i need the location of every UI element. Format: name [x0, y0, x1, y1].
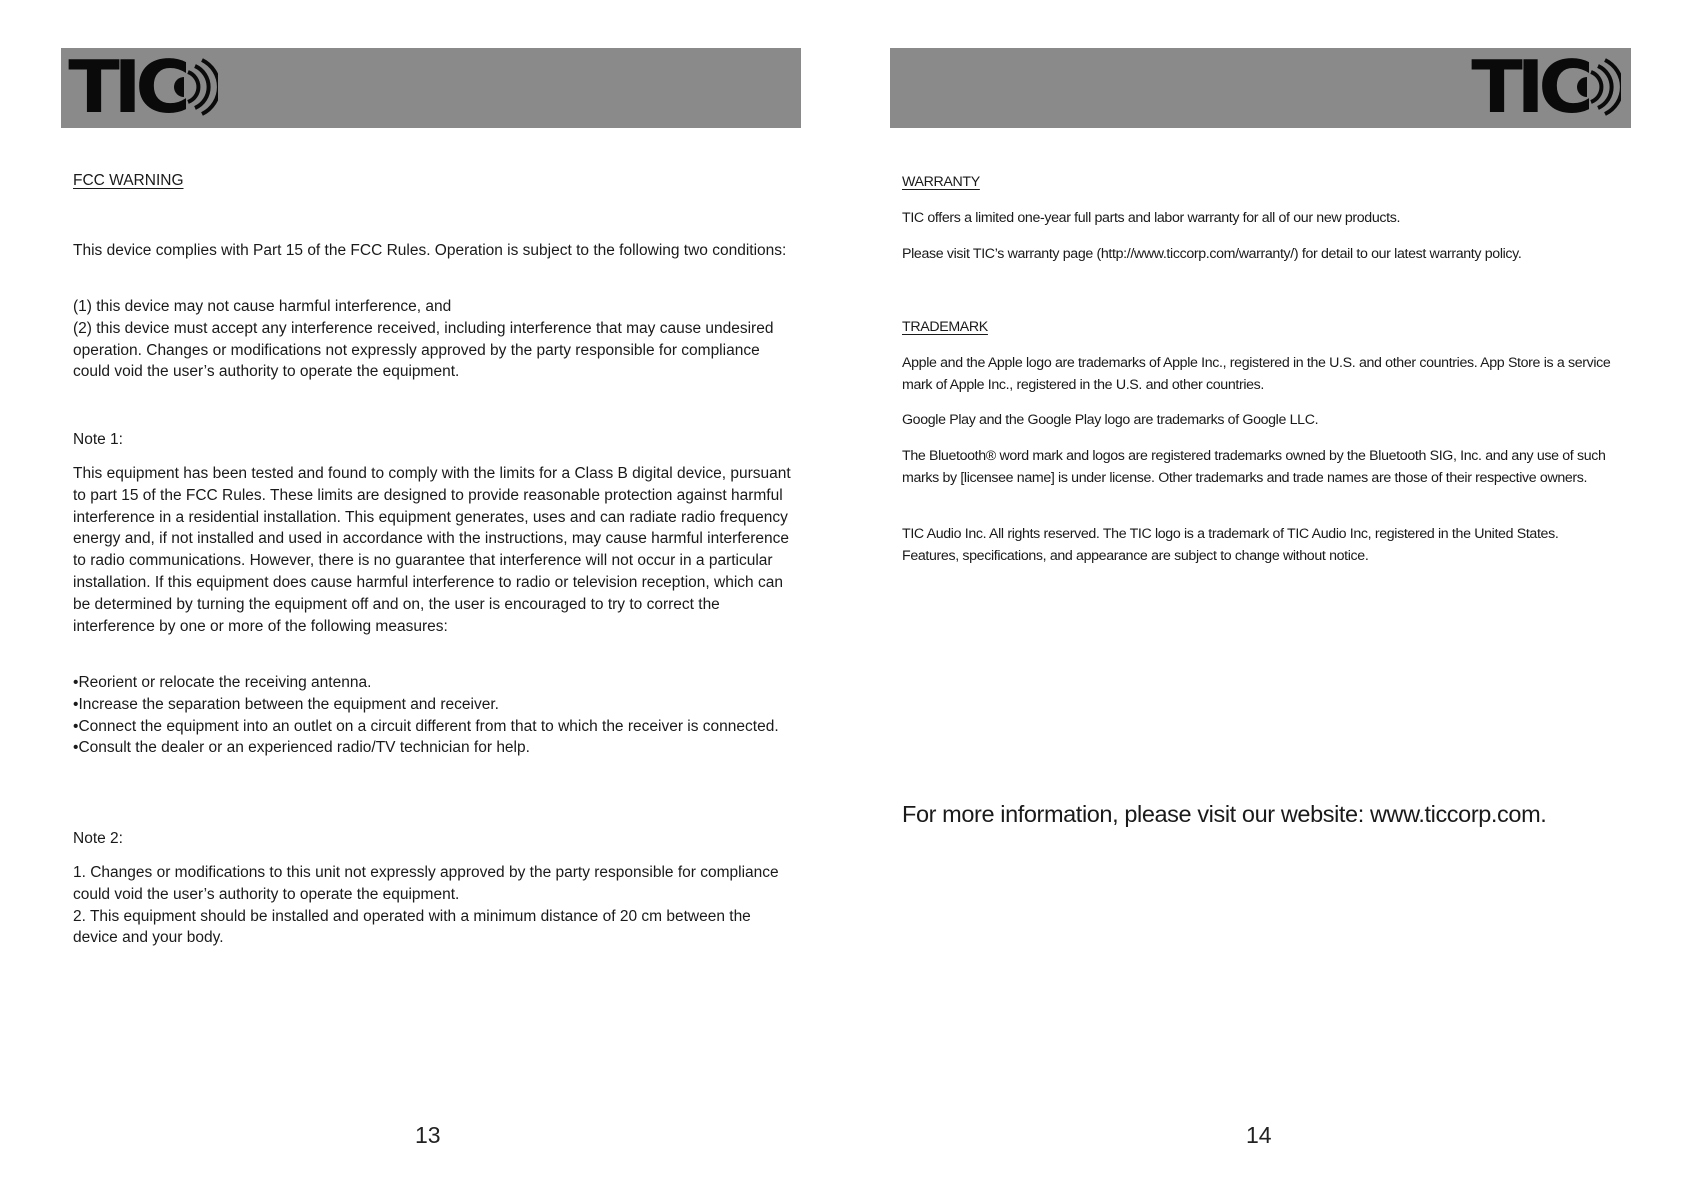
trademark-bluetooth: The Bluetooth® word mark and logos are registered trademarks owned by the Bluetooth SIG, Inc. and any use of such marks by [licensee name] is under license. Other trademarks and trade names are those of their respective owners.	[902, 448, 1606, 486]
trademark-apple: Apple and the Apple logo are trademarks of Apple Inc., registered in the U.S. and other countries. App Store is a service mark of Apple Inc., registered in the U.S. and other countries.	[902, 355, 1611, 393]
fcc-intro: This device complies with Part 15 of the FCC Rules. Operation is subject to the following two conditions:	[73, 242, 787, 259]
tic-logo	[1471, 45, 1621, 129]
logo-text: TIC	[1471, 45, 1588, 129]
warranty-policy-text: Please visit TIC’s warranty page (http://www.ticcorp.com/warranty/) for detail to our latest warranty policy.	[902, 246, 1522, 262]
logo-text: TIC	[68, 45, 185, 129]
header-bar	[61, 45, 801, 129]
page-14	[842, 0, 1684, 1190]
page-number: 13	[415, 1122, 441, 1148]
trademark-tic: TIC Audio Inc. All rights reserved. The TIC logo is a trademark of TIC Audio Inc, registered in the United States. Features, specifications, and appearance are subject to change without notice.	[902, 526, 1559, 564]
note2-item: 1. Changes or modifications to this unit not expressly approved by the party responsible for compliance could void the user’s authority to operate the equipment.	[73, 864, 779, 903]
warranty-heading: WARRANTY	[902, 174, 980, 190]
header-bar	[890, 45, 1631, 129]
list-item: • Reorient or relocate the receiving antenna.	[73, 672, 798, 694]
page-number: 14	[1246, 1122, 1272, 1148]
list-item: • Connect the equipment into an outlet on a circuit different from that to which the receiver is connected.	[73, 716, 798, 738]
note1-heading: Note 1:	[73, 431, 123, 448]
note2-heading: Note 2:	[73, 830, 123, 847]
warranty-text: TIC offers a limited one-year full parts and labor warranty for all of our new products.	[902, 210, 1401, 226]
more-info-text: For more information, please visit our website: www.ticcorp.com.	[902, 801, 1547, 827]
list-item: • Consult the dealer or an experienced radio/TV technician for help.	[73, 737, 798, 759]
measures-list	[73, 672, 798, 759]
condition-item: (2) this device must accept any interference received, including interference that may cause undesired operation. Changes or modifications not expressly approved by the party responsible for compliance could void the user’s authority to operate the equipment.	[73, 319, 774, 381]
trademark-google: Google Play and the Google Play logo are trademarks of Google LLC.	[902, 412, 1319, 428]
tic-logo	[68, 45, 218, 129]
condition-item: (1) this device may not cause harmful interference, and	[73, 298, 452, 315]
note1-body: This equipment has been tested and found to comply with the limits for a Class B digital device, pursuant to part 15 of the FCC Rules. These limits are designed to provide reasonable protection against harmful interference in a residential installation. This equipment generates, uses and can radiate radio frequency energy and, if not installed and used in accordance with the instructions, may cause harmful interference to radio communications. However, there is no guarantee that interference will not occur in a particular installation. If this equipment does cause harmful interference to radio or television reception, which can be determined by turning the equipment off and on, the user is encouraged to try to correct the interference by one or more of the following measures:	[73, 465, 791, 635]
trademark-heading: TRADEMARK	[902, 319, 988, 335]
list-item: • Increase the separation between the equipment and receiver.	[73, 694, 798, 716]
note2-item: 2. This equipment should be installed and operated with a minimum distance of 20 cm between the device and your body.	[73, 907, 751, 947]
fcc-warning-heading: FCC WARNING	[73, 172, 184, 189]
